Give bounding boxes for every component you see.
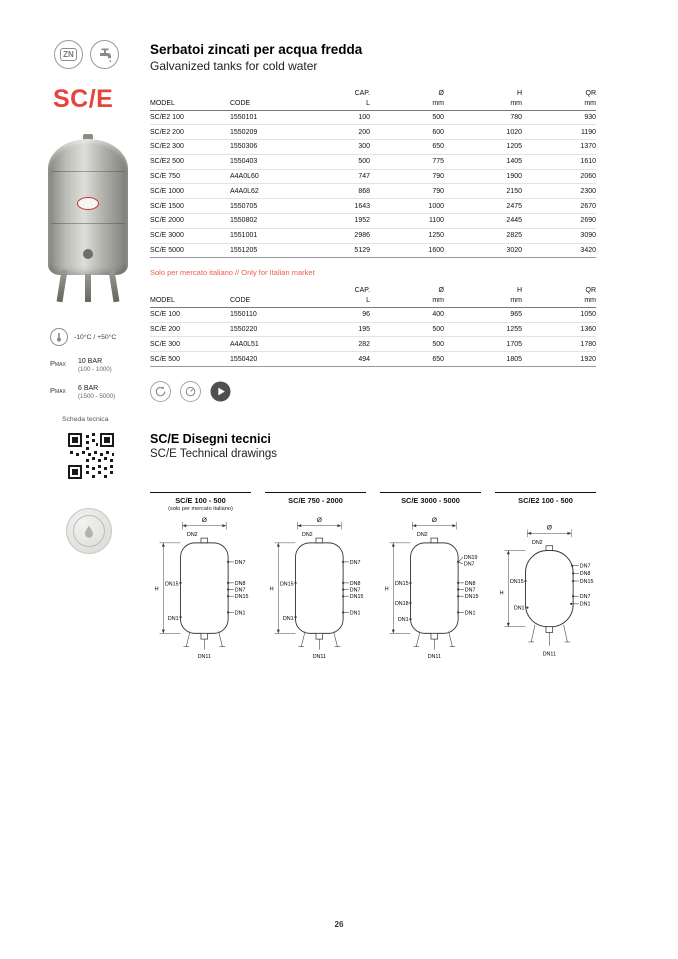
cell: 747 xyxy=(308,169,370,184)
cell: 1255 xyxy=(444,322,522,337)
cell: 1550403 xyxy=(230,154,308,169)
tank-port xyxy=(83,249,93,259)
cell: 780 xyxy=(444,110,522,125)
cell: 1900 xyxy=(444,169,522,184)
cell: 96 xyxy=(308,307,370,322)
cell: 790 xyxy=(370,169,444,184)
cell: 1551001 xyxy=(230,228,308,243)
cell: 965 xyxy=(444,307,522,322)
cell: 500 xyxy=(370,337,444,352)
pmax-range: (100 - 1000) xyxy=(78,366,112,373)
tap-glyph xyxy=(97,47,113,63)
diameter-label: Ø xyxy=(316,516,322,524)
drawing-title: SC/E 3000 - 5000 xyxy=(401,495,460,505)
col-header-qr: QR xyxy=(585,89,596,97)
cell: 1920 xyxy=(522,352,596,367)
pmax-range: (1500 - 5000) xyxy=(78,393,116,400)
cell: 3420 xyxy=(522,243,596,258)
cell: 2986 xyxy=(308,228,370,243)
tank-drawing xyxy=(265,514,366,667)
temperature-range: -10°C / +50°C xyxy=(74,333,117,341)
cell: 930 xyxy=(522,110,596,125)
cell: SC/E 1500 xyxy=(150,199,230,214)
table-row xyxy=(150,228,596,243)
pmax-spec-1 xyxy=(50,358,144,373)
drawing-title: SC/E 100 - 500 xyxy=(175,495,226,505)
zinc-label: ZN xyxy=(60,48,77,61)
port-label: DN11 xyxy=(542,651,556,658)
cell: A4A0L60 xyxy=(230,169,308,184)
tap-icon xyxy=(90,40,119,69)
material-badges xyxy=(54,40,144,69)
page-title: Serbatoi zincati per acqua fredda xyxy=(150,42,363,57)
col-header-empty xyxy=(150,88,230,98)
cell: 300 xyxy=(308,140,370,155)
drawings-title: SC/E Disegni tecnici xyxy=(150,431,271,446)
tank-drawing xyxy=(495,514,596,667)
certification-icons xyxy=(150,381,596,402)
datasheet-label: Scheda tecnica xyxy=(62,416,109,423)
cell: 1780 xyxy=(522,337,596,352)
cell: 3090 xyxy=(522,228,596,243)
port-label: DN19 xyxy=(463,554,478,561)
cell: 1952 xyxy=(308,213,370,228)
height-label: H xyxy=(499,590,504,597)
port-label: DN1 xyxy=(234,610,246,617)
cell: 2445 xyxy=(444,213,522,228)
drawings-subtitle: SC/E Technical drawings xyxy=(150,447,277,460)
drawing-title: SC/E 750 - 2000 xyxy=(288,495,343,505)
cell: 1550306 xyxy=(230,140,308,155)
tank-body xyxy=(48,139,128,275)
tank-drawing xyxy=(150,514,251,667)
port-label: DN8 xyxy=(579,571,591,578)
cell: 1405 xyxy=(444,154,522,169)
table-row xyxy=(150,125,596,140)
port-label: DN15 xyxy=(349,594,364,601)
play-glyph xyxy=(210,381,231,402)
table-row xyxy=(150,307,596,322)
cell: 1250 xyxy=(370,228,444,243)
cell: SC/E 2000 xyxy=(150,213,230,228)
table-row xyxy=(150,213,596,228)
cell: 600 xyxy=(370,125,444,140)
cell: 2300 xyxy=(522,184,596,199)
port-label: DN1 xyxy=(397,616,409,623)
port-label: DN7 xyxy=(579,594,591,601)
col-header-model: MODEL xyxy=(150,98,230,110)
page-number: 26 xyxy=(334,920,344,929)
port-label: DN15 xyxy=(509,578,524,585)
unit-mm: mm xyxy=(444,98,522,110)
port-label: DN15 xyxy=(164,581,179,588)
col-header-height: H xyxy=(516,286,522,294)
port-label: DN2 xyxy=(531,539,543,546)
cell: 282 xyxy=(308,337,370,352)
col-header-model: MODEL xyxy=(150,295,230,307)
drawing-panel-1 xyxy=(150,492,251,667)
panel-header xyxy=(495,492,596,510)
cell: 2150 xyxy=(444,184,522,199)
port-label: DN2 xyxy=(301,532,313,539)
col-header-empty xyxy=(230,285,308,295)
height-label: H xyxy=(269,586,274,593)
cell: 650 xyxy=(370,140,444,155)
port-label: DN1 xyxy=(167,615,179,622)
cell: 868 xyxy=(308,184,370,199)
cell: 2670 xyxy=(522,199,596,214)
drawing-subtitle: (solo per mercato italiano) xyxy=(168,505,233,512)
cell: 1550101 xyxy=(230,110,308,125)
col-header-cap: CAP. xyxy=(354,286,370,294)
cell: 500 xyxy=(308,154,370,169)
pmax-spec-2 xyxy=(50,385,144,400)
cell: 195 xyxy=(308,322,370,337)
port-label: DN7 xyxy=(234,587,246,594)
cell: 1643 xyxy=(308,199,370,214)
cell: 100 xyxy=(308,110,370,125)
port-label: DN2 xyxy=(416,532,428,539)
port-label: DN7 xyxy=(349,587,361,594)
cell: 1000 xyxy=(370,199,444,214)
cell: SC/E 300 xyxy=(150,337,230,352)
zinc-badge-icon xyxy=(54,40,83,69)
cell: SC/E2 300 xyxy=(150,140,230,155)
cell: 1551205 xyxy=(230,243,308,258)
cell: 2825 xyxy=(444,228,522,243)
port-label: DN2 xyxy=(186,532,198,539)
drawing-panel-4 xyxy=(495,492,596,667)
port-label: DN7 xyxy=(464,587,476,594)
port-label: DN7 xyxy=(579,563,591,570)
port-label: DN1 xyxy=(464,610,476,617)
cell: 2690 xyxy=(522,213,596,228)
port-label: DN15 xyxy=(579,578,594,585)
table-row xyxy=(150,337,596,352)
diameter-label: Ø xyxy=(546,524,552,532)
unit-mm: mm xyxy=(444,295,522,307)
cell: 200 xyxy=(308,125,370,140)
brand-logo xyxy=(77,197,99,210)
cell: 1550220 xyxy=(230,322,308,337)
qr-code xyxy=(66,431,116,481)
table-row xyxy=(150,169,596,184)
table-row xyxy=(150,243,596,258)
col-header-code: CODE xyxy=(230,98,308,110)
page-subtitle: Galvanized tanks for cold water xyxy=(150,59,318,73)
port-label: DN8 xyxy=(349,580,361,587)
italian-market-note: Solo per mercato italiano // Only for Italian market xyxy=(150,268,315,278)
unit-mm: mm xyxy=(370,295,444,307)
weld-seam xyxy=(51,171,125,172)
drawing-panel-2 xyxy=(265,492,366,667)
height-label: H xyxy=(384,586,389,593)
diameter-label: Ø xyxy=(201,516,207,524)
cell: 790 xyxy=(370,184,444,199)
cell: 1360 xyxy=(522,322,596,337)
pmax-value: 10 BAR xyxy=(78,358,103,365)
cell: SC/E 1000 xyxy=(150,184,230,199)
table-row xyxy=(150,184,596,199)
port-label: DN8 xyxy=(234,580,246,587)
port-label: DN11 xyxy=(312,654,326,661)
col-header-qr: QR xyxy=(585,286,596,294)
cell: 1550420 xyxy=(230,352,308,367)
cell: 500 xyxy=(370,322,444,337)
port-label: DN1 xyxy=(579,601,591,608)
col-header-empty xyxy=(230,88,308,98)
table-row xyxy=(150,110,596,125)
seal-emblem xyxy=(73,515,105,547)
cell: SC/E 3000 xyxy=(150,228,230,243)
cell: 2475 xyxy=(444,199,522,214)
cell: 2060 xyxy=(522,169,596,184)
cell: 1190 xyxy=(522,125,596,140)
table-row xyxy=(150,199,596,214)
cell: 1600 xyxy=(370,243,444,258)
weld-seam xyxy=(51,223,125,224)
port-label: DN8 xyxy=(464,580,476,587)
col-header-diameter: Ø xyxy=(438,89,444,97)
cell: A4A0L62 xyxy=(230,184,308,199)
recycle-icon xyxy=(150,381,171,402)
port-label: DN1 xyxy=(513,605,525,612)
thermometer-icon xyxy=(50,328,68,346)
product-code: SC/E xyxy=(53,85,114,113)
port-label: DN7 xyxy=(234,559,246,566)
panel-header xyxy=(150,492,251,510)
cell: 1705 xyxy=(444,337,522,352)
cell: 1550705 xyxy=(230,199,308,214)
port-label: DN15 xyxy=(234,594,249,601)
cell: 1100 xyxy=(370,213,444,228)
port-label: DN18 xyxy=(394,600,409,607)
sidebar xyxy=(48,40,144,554)
product-photo xyxy=(48,134,128,302)
cell: SC/E 200 xyxy=(150,322,230,337)
cell: SC/E 5000 xyxy=(150,243,230,258)
port-label: DN11 xyxy=(427,654,441,661)
cell: 1550802 xyxy=(230,213,308,228)
cell: 400 xyxy=(370,307,444,322)
cell: 1205 xyxy=(444,140,522,155)
cell: 1020 xyxy=(444,125,522,140)
drawing-panel-3 xyxy=(380,492,481,667)
certification-seal xyxy=(66,508,112,554)
port-label: DN1 xyxy=(349,610,361,617)
cell: 1370 xyxy=(522,140,596,155)
products-table-italian xyxy=(150,285,596,367)
table-row xyxy=(150,140,596,155)
cell: SC/E 750 xyxy=(150,169,230,184)
cell: SC/E 500 xyxy=(150,352,230,367)
pmax-label: Pmax xyxy=(50,359,66,368)
cell: 1050 xyxy=(522,307,596,322)
cell: 5129 xyxy=(308,243,370,258)
col-header-height: H xyxy=(516,89,522,97)
col-header-cap: CAP. xyxy=(354,89,370,97)
tank-leg xyxy=(85,274,91,302)
page-footer xyxy=(0,920,678,929)
cell: SC/E2 100 xyxy=(150,110,230,125)
pmax-value: 6 BAR xyxy=(78,385,99,392)
tank-drawing xyxy=(380,514,481,667)
diameter-label: Ø xyxy=(431,516,437,524)
cell: 1550110 xyxy=(230,307,308,322)
gauge-icon xyxy=(180,381,201,402)
unit-mm: mm xyxy=(522,98,596,110)
table-row xyxy=(150,352,596,367)
col-header-code: CODE xyxy=(230,295,308,307)
gauge-glyph xyxy=(184,385,197,398)
play-icon xyxy=(210,381,231,402)
panel-header xyxy=(380,492,481,510)
products-table-main xyxy=(150,88,596,258)
port-label: DN7 xyxy=(463,561,475,568)
technical-drawings xyxy=(150,492,596,667)
pmax-label: Pmax xyxy=(50,386,66,395)
drop-glyph xyxy=(82,524,96,538)
col-header-diameter: Ø xyxy=(438,286,444,294)
unit-liters: L xyxy=(308,295,370,307)
cell: SC/E2 200 xyxy=(150,125,230,140)
height-label: H xyxy=(154,586,159,593)
cell: SC/E2 500 xyxy=(150,154,230,169)
cell: 775 xyxy=(370,154,444,169)
table-row xyxy=(150,154,596,169)
port-label: DN15 xyxy=(464,594,479,601)
drawing-title: SC/E2 100 - 500 xyxy=(518,495,573,505)
unit-mm: mm xyxy=(522,295,596,307)
table-row xyxy=(150,322,596,337)
cell: 3020 xyxy=(444,243,522,258)
port-label: DN1 xyxy=(282,615,294,622)
cell: 650 xyxy=(370,352,444,367)
panel-header xyxy=(265,492,366,510)
col-header-empty xyxy=(150,285,230,295)
temperature-spec xyxy=(50,328,144,346)
cell: A4A0L51 xyxy=(230,337,308,352)
cell: 494 xyxy=(308,352,370,367)
port-label: DN7 xyxy=(349,559,361,566)
port-label: DN15 xyxy=(279,581,294,588)
unit-mm: mm xyxy=(370,98,444,110)
cell: SC/E 100 xyxy=(150,307,230,322)
cell: 1610 xyxy=(522,154,596,169)
thermometer-glyph xyxy=(53,331,65,343)
cell: 1805 xyxy=(444,352,522,367)
main-content xyxy=(150,42,596,667)
port-label: DN15 xyxy=(394,580,409,587)
cell: 500 xyxy=(370,110,444,125)
unit-liters: L xyxy=(308,98,370,110)
cell: 1550209 xyxy=(230,125,308,140)
recycle-glyph xyxy=(154,385,167,398)
port-label: DN11 xyxy=(197,654,211,661)
